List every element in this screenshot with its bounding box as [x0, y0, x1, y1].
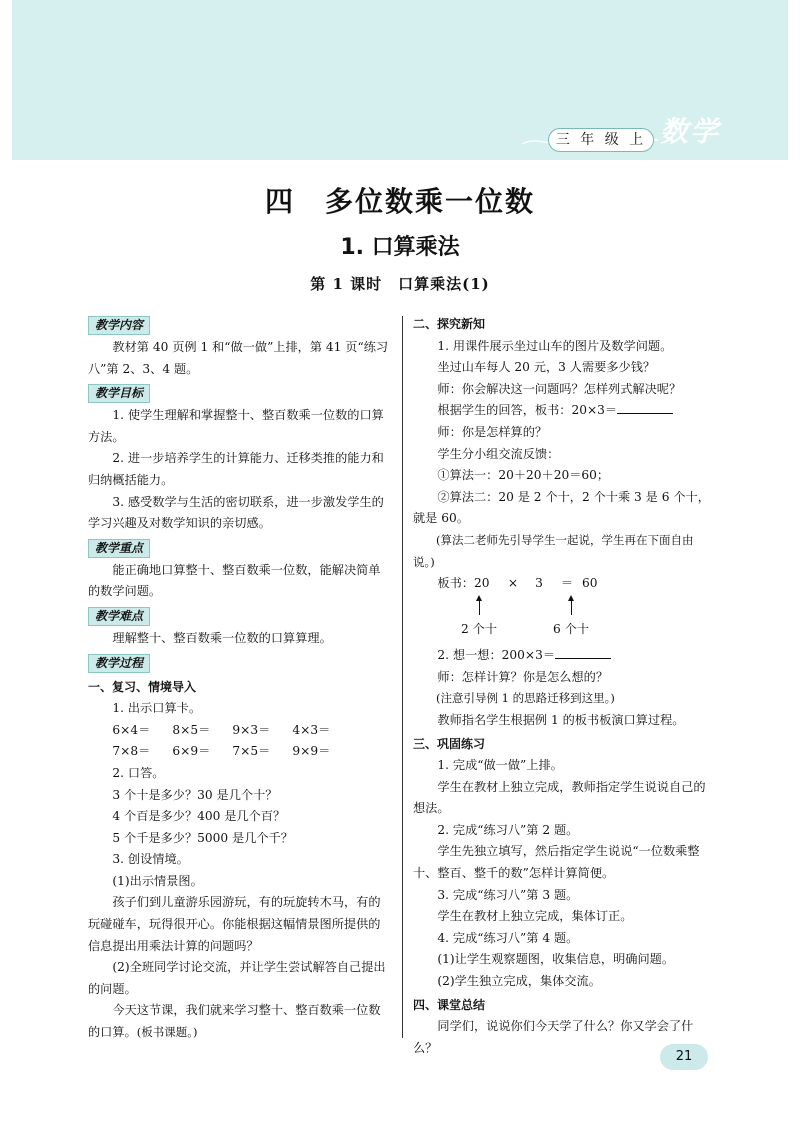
oral-card: 7×8＝ [112, 744, 151, 759]
sub-step: (1)出示情景图。 [112, 873, 203, 888]
practice-text: 学生先独立填写，然后指定学生说说“一位数乘整十、整百、整千的数”怎样计算简便。 [413, 844, 700, 881]
goal-item: 1. 使学生理解和掌握整十、整百数乘一位数的口算方法。 [88, 408, 384, 444]
section-heading: 四、课堂总结 [413, 997, 486, 1012]
left-column [88, 312, 392, 1044]
step-item: 4. 完成“练习八”第 4 题。 [437, 930, 579, 945]
board-operator: × [507, 576, 519, 591]
oral-card-row [88, 741, 392, 763]
teaching-key-text: 能正确地口算整十、整百数乘一位数，能解决简单的数学问题。 [88, 562, 381, 599]
group-text: 学生分小组交流反馈： [437, 446, 560, 461]
teaching-key-tag: 教学重点 [88, 539, 150, 558]
sub-step: (2)全班同学讨论交流，并让学生尝试解答自己提出的问题。 [88, 960, 386, 996]
section-heading: 二、探究新知 [413, 317, 486, 331]
think-text: 2. 想一想：200×3＝ [437, 648, 556, 663]
teaching-difficulty-tag: 教学难点 [88, 607, 150, 626]
teacher-line: 教师指名学生根据例 1 的板书板演口算过程。 [437, 712, 685, 727]
teaching-difficulty-text: 理解整十、整百数乘一位数的口算算理。 [112, 630, 332, 645]
up-arrow-icon [479, 599, 480, 615]
chapter-title: 四 多位数乘一位数 [264, 185, 535, 218]
teaching-content-tag: 教学内容 [88, 316, 150, 335]
method-item: ②算法二：20 是 2 个十，2 个十乘 3 是 6 个十，就是 60。 [413, 489, 710, 526]
intro-text [88, 1000, 392, 1043]
board-annotation: 2 个十 [461, 622, 498, 637]
column-divider [402, 316, 403, 1038]
board-annotation: 6 个十 [553, 622, 590, 637]
step-item: 1. 用课件展示坐过山车的图片及数学问题。 [437, 338, 673, 353]
step-item: 3. 完成“练习八”第 3 题。 [437, 887, 579, 902]
section-heading: 一、复习、情境导入 [88, 679, 197, 694]
step-item: 2. 完成“练习八”第 2 题。 [437, 822, 579, 837]
summary-text: 同学们，说说你们今天学了什么？你又学会了什么？ [413, 1019, 694, 1055]
board-line [413, 400, 711, 422]
lesson-title: 第 1 课时 口算乘法(1) [310, 275, 490, 293]
answer-blank [555, 646, 611, 659]
answer-blank [617, 401, 673, 414]
sub-step: (2)学生独立完成，集体交流。 [437, 974, 601, 989]
oral-card: 4×3＝ [292, 722, 331, 737]
board-operand: 20 [473, 576, 490, 591]
board-operand: 3 [535, 576, 543, 591]
practice-text: 学生在教材上独立完成，集体订正。 [437, 909, 633, 924]
problem-text: 坐过山车每人 20 元，3 人需要多少钱？ [437, 360, 656, 375]
section-title: 1. 口算乘法 [340, 235, 460, 260]
intro-main: 今天这节课，我们就来学习整十、整百数乘一位数的口算。 [88, 1003, 381, 1040]
sub-step: (1)让学生观察题图，收集信息，明确问题。 [437, 952, 675, 967]
step-item: 3. 创设情境。 [112, 852, 189, 867]
question-item: 3 个十是多少？30 是几个十？ [112, 787, 278, 802]
oral-card: 9×9＝ [292, 744, 331, 759]
oral-card: 8×5＝ [172, 722, 211, 737]
question-item: 5 个千是多少？5000 是几个千？ [112, 830, 293, 845]
teacher-line: 师：怎样计算？你是怎么想的？ [437, 669, 609, 684]
goal-item: 2. 进一步培养学生的计算能力、迁移类推的能力和归纳概括能力。 [88, 451, 384, 487]
section-heading: 三、巩固练习 [413, 736, 486, 751]
board-label: 板书： [437, 576, 474, 591]
step-item [413, 645, 711, 667]
step-item: 1. 出示口算卡。 [112, 701, 202, 716]
teaching-process-tag: 教学过程 [88, 654, 150, 673]
oral-card: 6×9＝ [172, 744, 211, 759]
right-column [413, 312, 711, 1059]
intro-note: (板书课题。) [136, 1025, 198, 1040]
oral-card-row [88, 720, 392, 742]
note-text: (注意引导例 1 的思路迁移到这里。) [436, 691, 615, 706]
oral-card: 9×3＝ [232, 722, 271, 737]
practice-text: 学生在教材上独立完成，教师指定学生说说自己的想法。 [413, 779, 706, 816]
teaching-content-text: 教材第 40 页例 1 和“做一做”上排，第 41 页“练习八”第 2、3、4 题。 [88, 340, 389, 376]
goal-item: 3. 感受数学与生活的密切联系，进一步激发学生的学习兴趣及对数学知识的亲切感。 [88, 494, 384, 531]
subject-logo: 数学 [660, 115, 721, 148]
oral-card: 6×4＝ [112, 722, 151, 737]
oral-card: 7×5＝ [232, 744, 271, 759]
note-text: (算法二老师先引导学生一起说，学生再在下面自由说。) [413, 532, 694, 569]
step-item: 2. 口答。 [112, 765, 165, 780]
board-text: 根据学生的回答，板书：20×3＝ [437, 403, 618, 418]
grade-label: 三 年 级 上 [548, 128, 654, 152]
teacher-line: 师：你会解决这一问题吗？怎样列式解决呢？ [437, 381, 682, 396]
board-result: 60 [581, 576, 598, 591]
question-item: 4 个百是多少？400 是几个百？ [112, 809, 286, 824]
step-item: 1. 完成“做一做”上排。 [437, 758, 563, 773]
board-diagram [413, 573, 711, 645]
teacher-line: 师：你是怎样算的？ [437, 424, 548, 439]
board-equals: ＝ [560, 576, 574, 591]
scene-text: 孩子们到儿童游乐园游玩，有的玩旋转木马，有的玩碰碰车，玩得很开心。你能根据这幅情景图所提供的信息提出用乘法计算的问题吗？ [88, 895, 381, 953]
up-arrow-icon [571, 599, 572, 615]
teaching-goals-tag: 教学目标 [88, 384, 150, 403]
method-item: ①算法一：20＋20＋20＝60； [437, 468, 610, 483]
board-expression [437, 573, 597, 595]
page-number: 21 [660, 1044, 708, 1070]
